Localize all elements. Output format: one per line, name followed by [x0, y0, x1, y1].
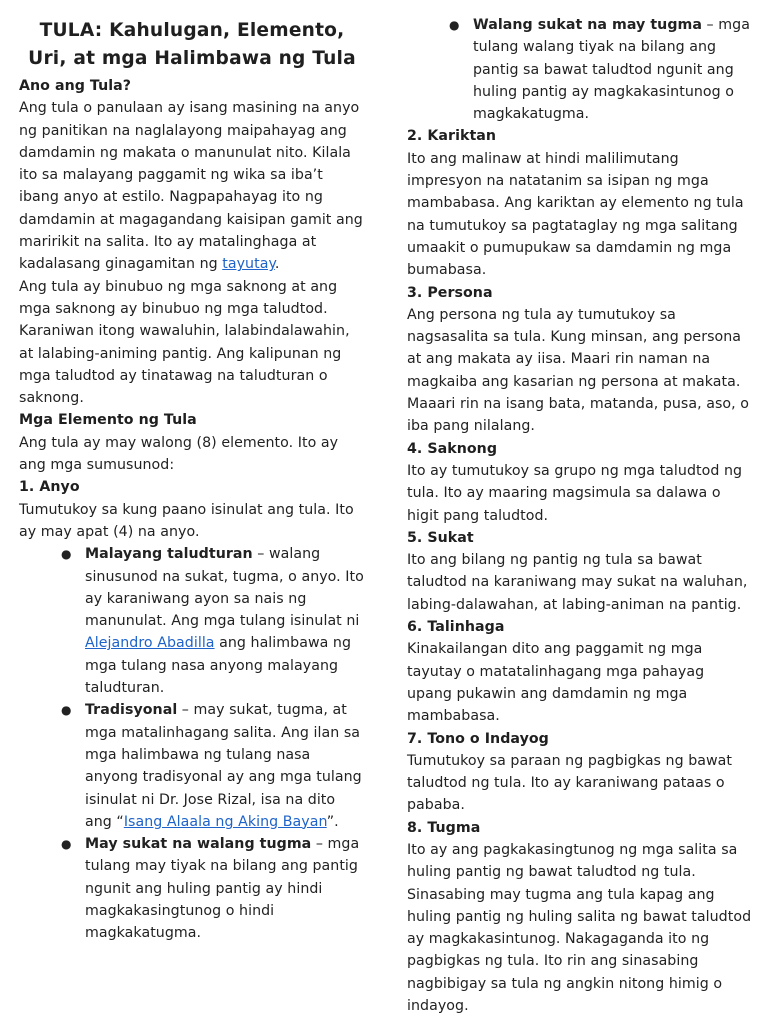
bullet-icon: ●	[61, 703, 72, 718]
intro-p1-end: .	[274, 256, 280, 273]
anyo-heading: 1. Anyo	[19, 479, 80, 496]
persona-text: Ang persona ng tula ay tumutukoy sa nagsasalita sa tula. Kung minsan, ang persona at ang makata ay iisa. Maari rin naman na magkaiba ang kasarian ng persona at makata. Maaari rin na isang bata, matanda, pusa, aso, o iba pang nilalang.	[407, 306, 749, 435]
elements-intro: Ang tula ay may walong (8) elemento. Ito ay ang mga sumusunod:	[19, 434, 339, 474]
list-item	[407, 14, 753, 125]
bullet-term: Malayang taludturan	[85, 546, 253, 563]
right-column	[407, 14, 753, 1017]
bullet-desc-end: ang halimbawa ng mga tulang nasa anyong malayang taludturan.	[85, 635, 352, 697]
talinhaga-text: Kinakailangan dito ang paggamit ng mga tayutay o matatalinhagang mga pahayag upang pukawin ang damdamin ng mga mambabasa.	[407, 641, 705, 725]
intro-paragraph-1	[19, 97, 365, 275]
talinhaga-heading: 6. Talinhaga	[407, 619, 505, 636]
bullet-icon: ●	[449, 18, 460, 32]
kariktan-heading: 2. Kariktan	[407, 128, 497, 145]
anyo-bullet-list-continued	[407, 14, 753, 125]
bullet-icon: ●	[61, 837, 72, 852]
bullet-desc: – mga tulang may tiyak na bilang ang pantig ngunit ang huling pantig ay hindi magkakasingtunog o hindi magkakatugma.	[85, 836, 360, 942]
tono-text: Tumutukoy sa paraan ng pagbigkas ng bawat taludtod ng tula. Ito ay karaniwang pataas o pababa.	[407, 752, 733, 814]
persona-heading: 3. Persona	[407, 284, 493, 301]
intro-heading: Ano ang Tula?	[19, 78, 132, 94]
intro-paragraph-2: Ang tula ay binubuo ng mga saknong at ang mga saknong ay binubuo ng mga taludtod. Karaniwan itong wawaluhin, lalabindalawahin, at lalabing-animing pantig. Ang kalipunan ng mga taludtod ay tinatawag na taludturan o saknong.	[19, 278, 350, 407]
bullet-icon: ●	[61, 547, 72, 562]
bullet-desc: – walang sinusunod na sukat, tugma, o anyo. Ito ay karaniwang ayon sa nais ng manunulat. Ang mga tulang isinulat ni	[85, 546, 364, 630]
alejandro-abadilla-link[interactable]: Alejandro Abadilla	[85, 635, 215, 652]
sukat-text: Ito ang bilang ng pantig ng tula sa bawat taludtod na karaniwang may sukat na waluhan, labing-dalawahan, at labing-animan na pantig.	[407, 552, 748, 613]
tayutay-link[interactable]: tayutay	[222, 256, 275, 273]
elements-heading: Mga Elemento ng Tula	[19, 412, 197, 429]
list-item	[19, 543, 365, 699]
left-column	[19, 17, 365, 945]
tugma-heading: 8. Tugma	[407, 819, 481, 836]
anyo-text: Tumutukoy sa kung paano isinulat ang tula. Ito ay may apat (4) na anyo.	[19, 501, 354, 540]
list-item	[19, 833, 365, 944]
bullet-desc-end: ”.	[326, 813, 339, 830]
isang-alaala-link[interactable]: Isang Alaala ng Aking Bayan	[123, 813, 327, 830]
list-item	[19, 699, 365, 833]
tono-heading: 7. Tono o Indayog	[407, 730, 549, 747]
bullet-term: Walang sukat na may tugma	[473, 17, 702, 33]
bullet-desc: – may sukat, tugma, at mga matalinhagang salita. Ang ilan sa mga halimbawa ng tulang nasa anyong tradisyonal ay ang mga tulang isinulat ni Dr. Jose Rizal, isa na dito ang “	[85, 702, 362, 830]
bullet-desc: – mga tulang walang tiyak na bilang ang pantig sa bawat taludtod ngunit ang huling pantig ay magkakasintunog o magkakatugma.	[473, 17, 750, 123]
tugma-text: Ito ay ang pagkakasingtunog ng mga salita sa huling pantig ng bawat taludtod ng tula. Sinasabing may tugma ang tula kapag ang huling pantig ng huling salita ng bawat taludtod ay magkakasintunog. Nakagaganda ito ng pagbigkas ng tula. Ito rin ang sinasabing nagbibigay sa tula ng angkin nitong himig o indayog.	[407, 841, 752, 1015]
kariktan-text: Ito ang malinaw at hindi malilimutang impresyon na natatanim sa isipan ng mga mambabasa. Ang kariktan ay elemento ng tula na tumutukoy sa pagtataglay ng mga salitang umaakit o pumupukaw sa damdamin ng mga bumabasa.	[407, 150, 744, 279]
page-title: TULA: Kahulugan, Elemento, Uri, at mga Halimbawa ng Tula	[28, 20, 356, 69]
sukat-heading: 5. Sukat	[407, 529, 474, 546]
anyo-bullet-list	[19, 543, 365, 944]
bullet-term: Tradisyonal	[85, 702, 178, 719]
saknong-text: Ito ay tumutukoy sa grupo ng mga taludtod ng tula. Ito ay maaring magsimula sa dalawa o higit pang taludtod.	[407, 462, 743, 524]
saknong-heading: 4. Saknong	[407, 440, 498, 457]
intro-p1-text: Ang tula o panulaan ay isang masining na anyo ng panitikan na naglalayong maipahayag ang damdamin ng makata o manunulat nito. Kilala ito sa malayang paggamit ng wika sa iba’t ibang anyo at estilo. Nagpapahayag ito ng damdamin at magagandang kaisipan gamit ang maririkit na salita. Ito ay matalinghaga at kadalasang ginagamitan ng	[19, 100, 363, 273]
bullet-term: May sukat na walang tugma	[85, 836, 312, 853]
